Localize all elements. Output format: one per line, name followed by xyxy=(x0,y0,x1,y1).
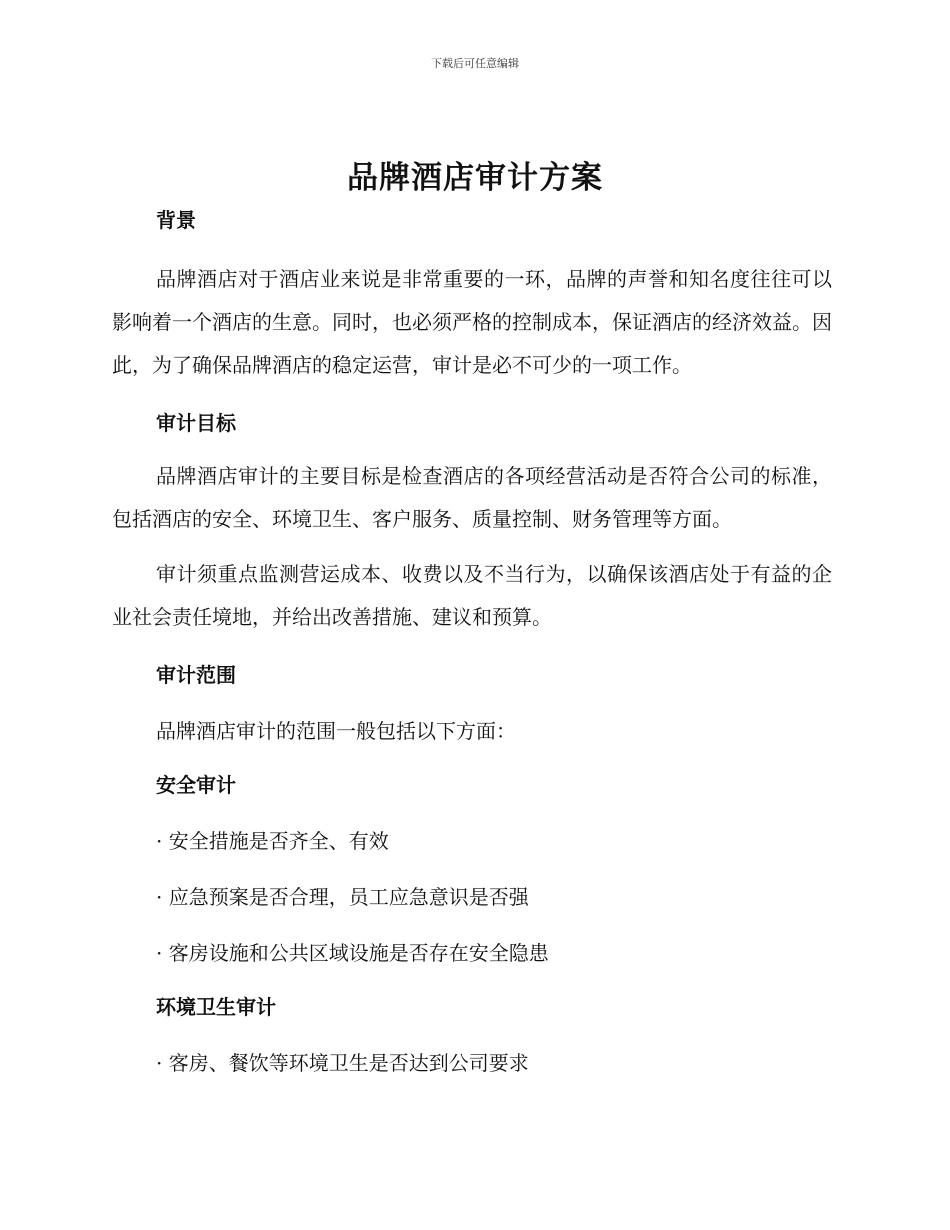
list-item: · 客房、餐饮等环境卫生是否达到公司要求 xyxy=(156,1051,529,1075)
list-item: · 应急预案是否合理，员工应急意识是否强 xyxy=(156,885,529,909)
section-heading-safety: 安全审计 xyxy=(156,773,236,797)
list-item: · 安全措施是否齐全、有效 xyxy=(156,829,389,853)
section-heading-scope: 审计范围 xyxy=(156,663,236,687)
document-body xyxy=(112,202,832,1081)
goal-paragraph-2: 审计须重点监测营运成本、收费以及不当行为，以确保该酒店处于有益的企业社会责任境地，并给出改善措施、建议和预算。 xyxy=(112,562,832,629)
list-item: · 客房设施和公共区域设施是否存在安全隐患 xyxy=(156,941,549,965)
section-heading-hygiene: 环境卫生审计 xyxy=(156,995,276,1019)
background-paragraph: 品牌酒店对于酒店业来说是非常重要的一环，品牌的声誉和知名度往往可以影响着一个酒店的生意。同时，也必须严格的控制成本，保证酒店的经济效益。因此，为了确保品牌酒店的稳定运营，审计是必不可少的一项工作。 xyxy=(112,267,832,377)
header-note: 下载后可任意编辑 xyxy=(431,57,519,70)
section-heading-background: 背景 xyxy=(156,208,196,232)
document-title: 品牌酒店审计方案 xyxy=(347,160,603,196)
scope-paragraph: 品牌酒店审计的范围一般包括以下方面： xyxy=(156,719,516,743)
section-heading-goal: 审计目标 xyxy=(156,411,236,435)
goal-paragraph-1: 品牌酒店审计的主要目标是检查酒店的各项经营活动是否符合公司的标准，包括酒店的安全、环境卫生、客户服务、质量控制、财务管理等方面。 xyxy=(112,464,832,531)
